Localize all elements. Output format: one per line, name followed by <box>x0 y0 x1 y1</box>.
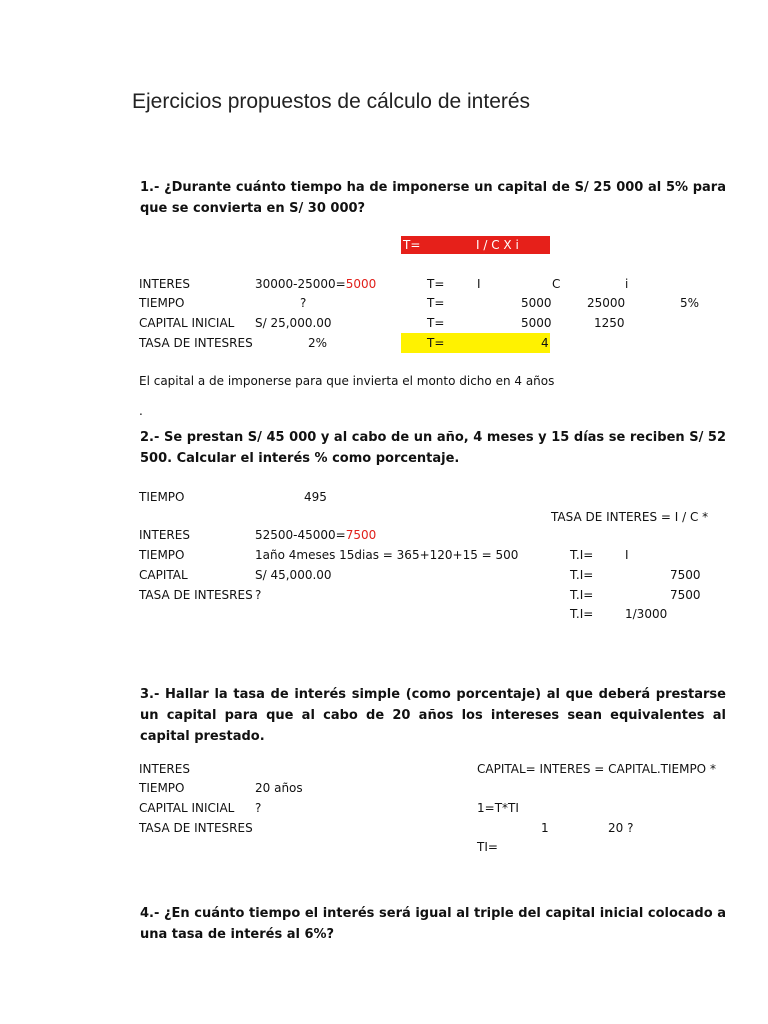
question-2: 2.- Se prestan S/ 45 000 y al cabo de un año, 4 meses y 15 días se reciben S/ 52 500. Calcular el interés % como porcentaje. <box>140 430 726 466</box>
tasa-value: 2% <box>308 336 328 350</box>
calc-cell-25000: 25000 <box>587 296 626 310</box>
q2-tasa-value: ? <box>255 588 262 602</box>
q3-tiempo-value: 20 años <box>255 781 303 795</box>
q3-eq-a: 1 <box>541 821 549 835</box>
q2-tiempo-value: 495 <box>304 490 327 504</box>
calc-t-1: T= <box>427 277 445 291</box>
calc-cell-5pct: 5% <box>680 296 700 310</box>
q2-ti-1: T.I= <box>570 548 594 562</box>
q2-label-capital: CAPITAL <box>139 568 188 582</box>
q2-ti-2: T.I= <box>570 568 594 582</box>
q2-label-interes: INTERES <box>139 528 190 542</box>
result-highlight-yellow <box>401 333 550 353</box>
formula-t-label: T= <box>403 238 421 252</box>
q2-ti-value-7500-a: 7500 <box>670 568 701 582</box>
q3-ti: TI= <box>477 840 498 854</box>
q3-formula: CAPITAL= INTERES = CAPITAL.TIEMPO * <box>477 762 716 776</box>
q3-label-capital: CAPITAL INICIAL <box>139 801 235 815</box>
q2-label-tiempo-2: TIEMPO <box>139 548 185 562</box>
label-interes: INTERES <box>139 277 190 291</box>
q3-eq-b: 20 ? <box>608 821 634 835</box>
calc-cell-i: I <box>477 277 481 291</box>
q2-ti-value-i: I <box>625 548 629 562</box>
question-4: 4.- ¿En cuánto tiempo el interés será igual al triple del capital inicial colocado a una tasa de interés al 6%? <box>140 906 726 942</box>
conclusion-text: El capital a de imponerse para que invierta el monto dicho en 4 años <box>139 374 555 388</box>
calc-t-3: T= <box>427 316 445 330</box>
q3-capital-value: ? <box>255 801 262 815</box>
q2-interes-calc: 52500-45000=7500 <box>255 528 377 542</box>
q2-capital-value: S/ 45,000.00 <box>255 568 332 582</box>
interes-calc: 30000-25000=5000 <box>255 277 377 291</box>
q2-tiempo-calc: 1año 4meses 15dias = 365+120+15 = 500 <box>255 548 519 562</box>
q2-interes-result: 7500 <box>345 528 377 542</box>
calc-t-2: T= <box>427 296 445 310</box>
q3-equation: 1=T*TI <box>477 801 519 815</box>
capital-value: S/ 25,000.00 <box>255 316 332 330</box>
calc-cell-small-i: i <box>625 277 629 291</box>
q2-ti-3: T.I= <box>570 588 594 602</box>
tiempo-value: ? <box>300 296 307 310</box>
q3-label-interes: INTERES <box>139 762 190 776</box>
label-capital-inicial: CAPITAL INICIAL <box>139 316 235 330</box>
q2-label-tiempo: TIEMPO <box>139 490 185 504</box>
q3-label-tasa: TASA DE INTESRES <box>139 821 253 835</box>
calc-cell-c: C <box>552 277 561 291</box>
q2-ti-value-7500-b: 7500 <box>670 588 701 602</box>
question-1: 1.- ¿Durante cuánto tiempo ha de imponerse un capital de S/ 25 000 al 5% para que se convierta en S/ 30 000? <box>140 180 726 216</box>
calc-result-4: 4 <box>541 336 549 350</box>
q2-ti-4: T.I= <box>570 607 594 621</box>
label-tasa: TASA DE INTESRES <box>139 336 253 350</box>
label-tiempo: TIEMPO <box>139 296 185 310</box>
calc-cell-5000-a: 5000 <box>521 296 552 310</box>
question-3: 3.- Hallar la tasa de interés simple (como porcentaje) al que deberá prestarse un capital para que al cabo de 20 años los intereses sean equivalentes al capital prestado. <box>140 687 726 744</box>
q2-ti-value-fraction: 1/3000 <box>625 607 668 621</box>
calc-t-4: T= <box>427 336 445 350</box>
calc-cell-1250: 1250 <box>594 316 625 330</box>
page-title: Ejercicios propuestos de cálculo de interés <box>132 90 531 113</box>
calc-cell-5000-b: 5000 <box>521 316 552 330</box>
q2-formula: TASA DE INTERES = I / C * <box>551 510 709 524</box>
formula-expression: I / C X i <box>476 238 519 252</box>
stray-dot: . <box>139 404 143 418</box>
q3-label-tiempo: TIEMPO <box>139 781 185 795</box>
interes-result: 5000 <box>345 277 377 291</box>
q2-label-tasa: TASA DE INTESRES <box>139 588 253 602</box>
